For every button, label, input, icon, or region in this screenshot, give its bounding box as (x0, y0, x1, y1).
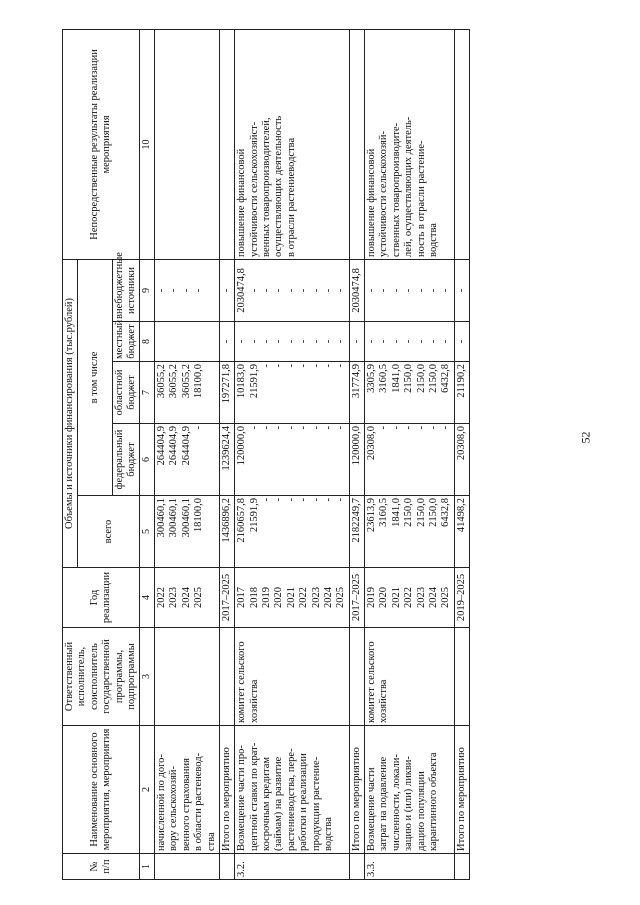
col-number: 3 (140, 628, 155, 726)
cell-federal-line: - (378, 426, 390, 430)
cell-result-line: водства (427, 223, 439, 257)
col-number: 1 (140, 854, 155, 880)
cell-local (219, 322, 234, 362)
cell-regional-line: 6432,8 (440, 364, 452, 393)
header-funding: Объемы и источники финансирования (тыс.рублей) (63, 259, 78, 567)
cell-years-line: 2020 (378, 587, 390, 608)
cell-no: 3.2. (235, 854, 349, 880)
cell-local-line: - (236, 339, 248, 344)
cell-years (365, 568, 455, 628)
cell-federal-line: - (415, 426, 427, 430)
cell-extra-line: - (193, 288, 205, 293)
cell-regional-line: 1841,0 (390, 364, 402, 393)
cell-total (365, 496, 455, 568)
cell-regional-line: 10183,0 (236, 364, 248, 399)
cell-total (454, 496, 469, 568)
cell-years-line: 2022 (298, 587, 310, 608)
cell-name (365, 726, 455, 854)
cell-total-line: 2150,0 (415, 498, 427, 527)
cell-years (454, 568, 469, 628)
cell-total-line: 1841,0 (390, 498, 402, 527)
cell-local-line: - (440, 339, 452, 344)
cell-federal-line: - (298, 426, 310, 430)
cell-total (219, 496, 234, 568)
cell-name-line: продукции растение- (310, 756, 322, 851)
cell-result (219, 29, 234, 259)
cell-no (349, 854, 364, 880)
cell-local-line: - (455, 339, 467, 344)
cell-name-line: ства (205, 832, 217, 851)
cell-name-line: (займам) на развитие (273, 756, 285, 851)
cell-extra-line: - (378, 288, 390, 293)
cell-executor-line: комитет сельского (236, 641, 248, 723)
cell-extra-line: - (310, 288, 322, 293)
cell-total-line: - (261, 498, 273, 502)
cell-federal-line: - (427, 426, 439, 430)
cell-regional-line: 36055,2 (180, 364, 192, 399)
cell-name-line: Итого по мероприятию (350, 747, 362, 851)
cell-result (235, 29, 349, 259)
cell-extra (454, 259, 469, 321)
table-row (349, 29, 364, 879)
cell-result (155, 29, 220, 259)
cell-no (454, 854, 469, 880)
cell-extra-line: - (285, 288, 297, 293)
cell-name-line: затрат на подавление (378, 756, 390, 851)
cell-local-line: - (403, 339, 415, 344)
cell-total-line: - (298, 498, 310, 502)
header-year: Год реализации (63, 568, 140, 628)
cell-years-line: 2024 (427, 587, 439, 608)
cell-local (155, 322, 220, 362)
cell-total (235, 496, 349, 568)
cell-regional-line: 18100,0 (193, 364, 205, 399)
cell-local-line: - (310, 339, 322, 344)
col-number: 2 (140, 726, 155, 854)
cell-name-line: карантинного объекта (427, 752, 439, 851)
cell-regional-line: 3305,9 (366, 364, 378, 393)
cell-name (349, 726, 364, 854)
cell-federal-line: 20308,0 (455, 426, 467, 461)
table-row (454, 29, 469, 879)
cell-regional (454, 362, 469, 424)
cell-years-line: 2021 (285, 587, 297, 608)
cell-result-line: венных товаропроизводителей, (261, 117, 273, 257)
header-extra: внебюджетные источники (112, 259, 140, 321)
header-name: Наименование основного мероприятия, мероприятия (63, 726, 140, 854)
header-federal: федеральный бюджет (112, 424, 140, 496)
cell-executor (219, 628, 234, 726)
cell-extra-line: - (273, 288, 285, 293)
cell-executor-line: комитет сельского (366, 641, 378, 723)
cell-extra-line: - (248, 288, 260, 293)
cell-federal-line: 264404,9 (156, 426, 168, 466)
cell-regional (365, 362, 455, 424)
cell-regional (219, 362, 234, 424)
cell-federal (235, 424, 349, 496)
table-header (63, 29, 155, 879)
cell-name-line: Возмещение части про- (236, 745, 248, 851)
cell-local-line: - (390, 339, 402, 344)
col-number: 10 (140, 29, 155, 259)
cell-federal (155, 424, 220, 496)
cell-years-line: 2025 (335, 587, 347, 608)
cell-years-line: 2019–2025 (455, 573, 467, 622)
cell-extra-line: - (427, 288, 439, 293)
cell-extra-line: - (180, 288, 192, 293)
cell-regional-line: - (273, 364, 285, 368)
cell-no: 3.3. (365, 854, 455, 880)
header-regional: областной бюджет (112, 362, 140, 424)
col-number: 9 (140, 259, 155, 321)
cell-federal-line: - (248, 426, 260, 430)
cell-years-line: 2018 (248, 587, 260, 608)
cell-total-line: 2160657,8 (236, 498, 248, 543)
cell-regional-line: 21591,9 (248, 364, 260, 399)
cell-name (454, 726, 469, 854)
cell-local-line: - (248, 339, 260, 344)
cell-name-line: водства (322, 817, 334, 851)
cell-local-line: - (273, 339, 285, 344)
cell-name-line: зацию и (или) ликви- (403, 756, 415, 851)
cell-regional-line: - (261, 364, 273, 368)
cell-years-line: 2022 (156, 587, 168, 608)
cell-result (454, 29, 469, 259)
cell-result (349, 29, 364, 259)
cell-extra-line: - (403, 288, 415, 293)
cell-extra-line: - (440, 288, 452, 293)
cell-executor (349, 628, 364, 726)
cell-executor-line: хозяйства (378, 679, 390, 723)
cell-local-line: - (378, 339, 390, 344)
header-result: Непосредственные результаты реализации мероприятия (63, 29, 140, 259)
cell-name-line: косрочным кредитам (261, 756, 273, 851)
cell-regional-line: - (310, 364, 322, 368)
cell-local-line: - (415, 339, 427, 344)
cell-local-line: - (298, 339, 310, 344)
cell-years-line: 2025 (440, 587, 452, 608)
cell-executor (454, 628, 469, 726)
cell-years-line: 2024 (322, 587, 334, 608)
cell-total-line: 300460,1 (168, 498, 180, 538)
cell-local (365, 322, 455, 362)
table-row (365, 29, 455, 879)
cell-years-line: 2024 (180, 587, 192, 608)
cell-name-line: Итого по мероприятию (220, 747, 232, 851)
cell-extra-line: 2030474,8 (350, 268, 362, 313)
cell-regional-line: 36055,2 (168, 364, 180, 399)
cell-executor (155, 628, 220, 726)
cell-total-line: 21591,9 (248, 498, 260, 533)
cell-name-line: работки и реализации (298, 753, 310, 851)
cell-federal-line: - (440, 426, 452, 430)
cell-total-line: - (335, 498, 347, 502)
cell-result-line: лей, осуществляющих деятель- (403, 116, 415, 257)
cell-extra (365, 259, 455, 321)
cell-name-line: в области растеневод- (193, 752, 205, 851)
cell-federal-line: 264404,9 (168, 426, 180, 466)
cell-years (349, 568, 364, 628)
cell-local (235, 322, 349, 362)
cell-total-line: 2150,0 (427, 498, 439, 527)
cell-federal-line: 120000,0 (236, 426, 248, 466)
header-executor: Ответственный исполнитель, соисполнитель государственной программы, подпрограммы (63, 628, 140, 726)
cell-result-line: ственных товаропроизводите- (390, 122, 402, 257)
cell-total-line: 300460,1 (180, 498, 192, 538)
cell-regional-line: 31774,9 (350, 364, 362, 399)
cell-result-line: повышение финансовой (236, 148, 248, 257)
cell-result (365, 29, 455, 259)
cell-federal-line: - (390, 426, 402, 430)
cell-total-line: 2182249,7 (350, 498, 362, 543)
cell-total (155, 496, 220, 568)
col-number: 5 (140, 496, 155, 568)
cell-years-line: 2019 (366, 587, 378, 608)
cell-total-line: 300460,1 (156, 498, 168, 538)
cell-extra (155, 259, 220, 321)
cell-years-line: 2021 (390, 587, 402, 608)
cell-years-line: 2017 (236, 587, 248, 608)
cell-total-line: - (273, 498, 285, 502)
cell-name-line: Итого по мероприятию (455, 747, 467, 851)
cell-name-line: численности, локали- (390, 754, 402, 851)
cell-name-line: Возмещение части (366, 767, 378, 851)
header-including: в том числе (78, 259, 112, 495)
header-local: местный бюджет (112, 322, 140, 362)
table-body (155, 29, 470, 879)
cell-total-line: 6432,8 (440, 498, 452, 527)
cell-extra-line: - (322, 288, 334, 293)
cell-name-line: растениеводства, пере- (285, 748, 297, 851)
page-number: 52 (578, 431, 593, 444)
cell-local-line: - (350, 339, 362, 344)
cell-federal-line: - (335, 426, 347, 430)
cell-federal-line: - (310, 426, 322, 430)
cell-local (349, 322, 364, 362)
cell-executor (365, 628, 455, 726)
funding-table (62, 29, 470, 880)
cell-years-line: 2023 (310, 587, 322, 608)
cell-result-line: устойчивости сельскохозяйст- (248, 121, 260, 257)
cell-regional-line: 2150,0 (403, 364, 415, 393)
cell-regional (349, 362, 364, 424)
cell-regional-line: - (322, 364, 334, 368)
cell-years-line: 2017–2025 (350, 573, 362, 622)
col-number: 8 (140, 322, 155, 362)
cell-extra-line: - (156, 288, 168, 293)
cell-no (219, 854, 234, 880)
cell-local-line: - (335, 339, 347, 344)
cell-federal-line: - (403, 426, 415, 430)
cell-extra-line: 2030474,8 (236, 268, 248, 313)
table-row (235, 29, 349, 879)
cell-extra (235, 259, 349, 321)
cell-total-line: 18100,0 (193, 498, 205, 533)
cell-years-line: 2025 (193, 587, 205, 608)
cell-result-line: ность в отрасли растение- (415, 140, 427, 257)
col-number: 7 (140, 362, 155, 424)
table-row (155, 29, 220, 879)
cell-years-line: 2023 (168, 587, 180, 608)
cell-regional-line: 2150,0 (415, 364, 427, 393)
cell-result-line: повышение финансовой (366, 148, 378, 257)
cell-total-line: - (322, 498, 334, 502)
header-total: всего (78, 496, 140, 568)
cell-federal (454, 424, 469, 496)
cell-federal-line: - (273, 426, 285, 430)
cell-name (219, 726, 234, 854)
cell-total-line: 41498,2 (455, 498, 467, 533)
cell-total-line: - (310, 498, 322, 502)
col-number: 4 (140, 568, 155, 628)
cell-years (235, 568, 349, 628)
cell-regional-line: - (285, 364, 297, 368)
cell-total-line: 2150,0 (403, 498, 415, 527)
cell-years (155, 568, 220, 628)
cell-regional-line: 3160,5 (378, 364, 390, 393)
cell-name-line: дацию популяции (415, 771, 427, 851)
cell-federal (365, 424, 455, 496)
cell-federal (349, 424, 364, 496)
cell-years-line: 2020 (273, 587, 285, 608)
cell-no (155, 854, 220, 880)
cell-name (155, 726, 220, 854)
cell-extra (349, 259, 364, 321)
cell-federal-line: - (261, 426, 273, 430)
cell-regional-line: 197271,8 (220, 364, 232, 404)
cell-extra-line: - (335, 288, 347, 293)
cell-name-line: вору сельскохозяй- (168, 765, 180, 851)
cell-total-line: 3160,5 (378, 498, 390, 527)
cell-extra-line: - (261, 288, 273, 293)
cell-federal (219, 424, 234, 496)
table-row (219, 29, 234, 879)
header-no: № п/п (63, 854, 140, 880)
cell-executor (235, 628, 349, 726)
cell-federal-line: 1239624,4 (220, 426, 232, 471)
cell-extra (219, 259, 234, 321)
cell-executor-line: хозяйства (248, 679, 260, 723)
cell-years-line: 2017–2025 (220, 573, 232, 622)
cell-regional-line: - (298, 364, 310, 368)
cell-years-line: 2023 (415, 587, 427, 608)
cell-total-line: 1436896,2 (220, 498, 232, 543)
cell-name (235, 726, 349, 854)
cell-total-line: 23613,9 (366, 498, 378, 533)
cell-regional (155, 362, 220, 424)
cell-extra-line: - (390, 288, 402, 293)
cell-extra-line: - (366, 288, 378, 293)
cell-federal-line: 264404,9 (180, 426, 192, 466)
cell-federal-line: - (193, 426, 205, 430)
cell-years-line: 2022 (403, 587, 415, 608)
cell-name-line: начисленной по дого- (156, 754, 168, 851)
cell-federal-line: - (322, 426, 334, 430)
cell-federal-line: - (285, 426, 297, 430)
cell-years (219, 568, 234, 628)
cell-regional-line: 36055,2 (156, 364, 168, 399)
cell-extra-line: - (220, 288, 232, 293)
cell-extra-line: - (298, 288, 310, 293)
cell-extra-line: - (415, 288, 427, 293)
cell-result-line: устойчивости сельскохозяй- (378, 131, 390, 257)
cell-local-line: - (285, 339, 297, 344)
cell-result-line: осуществляющих деятельность (273, 115, 285, 257)
rotated-table-wrapper (62, 30, 610, 880)
cell-extra-line: - (168, 288, 180, 293)
cell-total-line: - (285, 498, 297, 502)
cell-federal-line: 20308,0 (366, 426, 378, 461)
col-number: 6 (140, 424, 155, 496)
cell-local-line: - (427, 339, 439, 344)
cell-local-line: - (366, 339, 378, 344)
cell-total (349, 496, 364, 568)
cell-regional-line: 21190,2 (455, 364, 467, 398)
cell-extra-line: - (455, 288, 467, 293)
cell-regional (235, 362, 349, 424)
cell-name-line: центной ставки по крат- (248, 742, 260, 851)
cell-result-line: в отрасли растениеводства (285, 137, 297, 257)
cell-regional-line: - (335, 364, 347, 368)
cell-federal-line: 120000,0 (350, 426, 362, 466)
cell-name-line: венного страхования (180, 758, 192, 851)
cell-years-line: 2019 (261, 587, 273, 608)
cell-local-line: - (261, 339, 273, 344)
cell-local-line: - (220, 339, 232, 344)
cell-local-line: - (322, 339, 334, 344)
cell-local (454, 322, 469, 362)
cell-regional-line: 2150,0 (427, 364, 439, 393)
